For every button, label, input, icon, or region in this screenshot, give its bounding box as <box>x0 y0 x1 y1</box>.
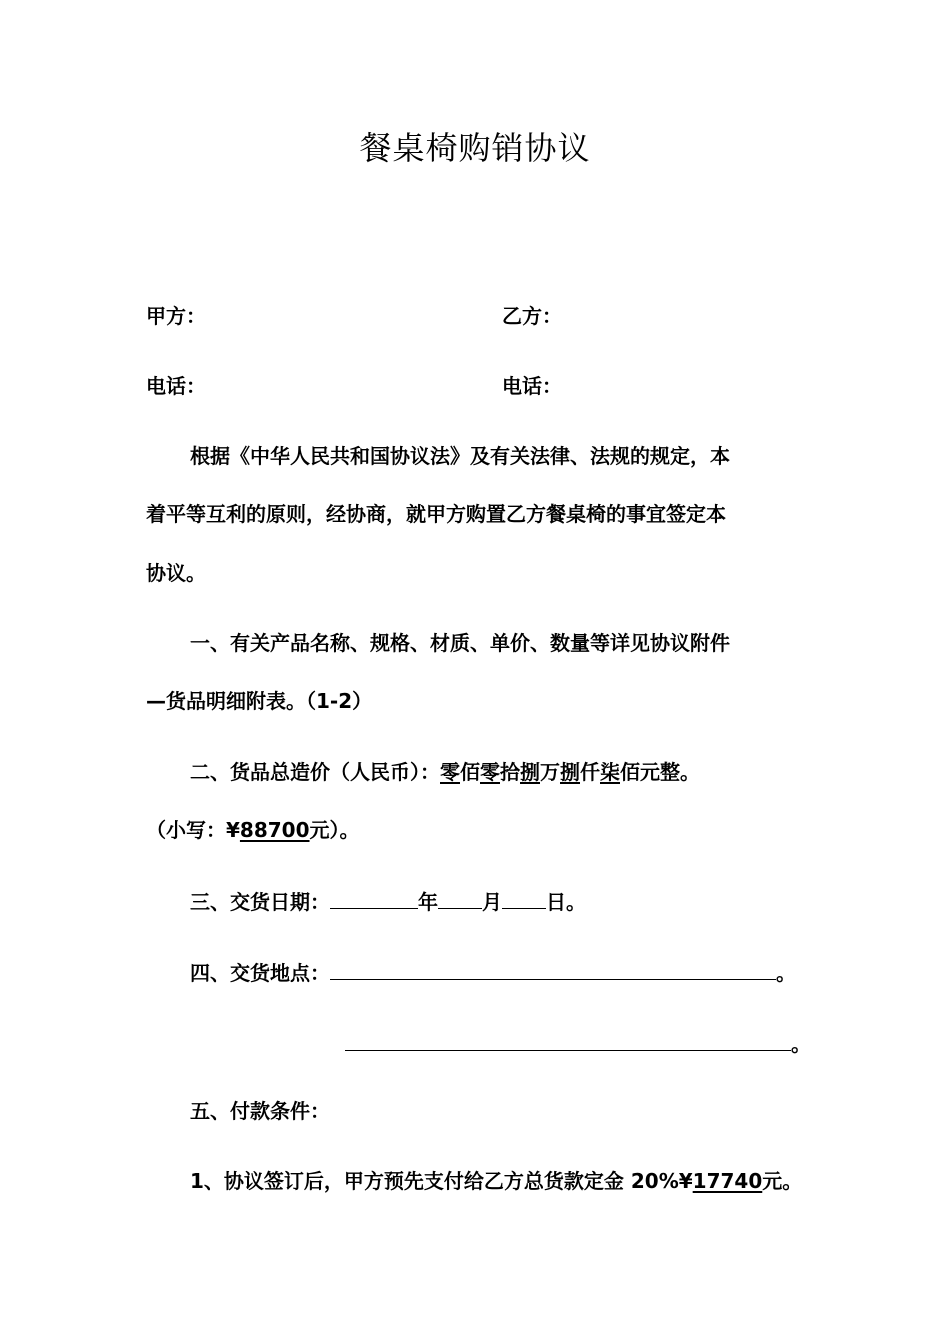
month-blank <box>438 886 482 909</box>
clause-3-delivery-date <box>190 886 586 916</box>
price-word-3: 零 <box>480 760 500 784</box>
clause-5-item-1 <box>190 1167 802 1195</box>
price-word-1: 零 <box>440 760 460 784</box>
clause-5-heading: 五、付款条件： <box>190 1099 330 1123</box>
clause-2-total-price <box>190 758 700 786</box>
delivery-place-blank-2 <box>345 1028 791 1051</box>
small-amount-prefix: （小写：¥ <box>146 818 240 842</box>
party-b-label: 乙方： <box>502 304 562 328</box>
clause-4-second-line <box>345 1028 811 1058</box>
clause-4-delivery-place <box>190 957 796 987</box>
price-word-9: 柒 <box>600 760 620 784</box>
price-word-10: 佰元整。 <box>620 760 700 784</box>
clause-3-prefix: 三、交货日期： <box>190 890 330 914</box>
clause-2-small-amount <box>146 816 360 844</box>
phone-b-label: 电话： <box>502 374 562 398</box>
party-a-label: 甲方： <box>146 304 206 328</box>
preamble-line-2: 着平等互利的原则，经协商，就甲方购置乙方餐桌椅的事宜签定本 <box>146 502 726 526</box>
small-amount-suffix: 元）。 <box>309 818 360 842</box>
year-label: 年 <box>418 890 438 914</box>
preamble-line-1: 根据《中华人民共和国协议法》及有关法律、法规的规定，本 <box>190 444 730 468</box>
phone-a-label: 电话： <box>146 374 206 398</box>
month-label: 月 <box>482 890 502 914</box>
price-word-4: 拾 <box>500 760 520 784</box>
price-word-6: 万 <box>540 760 560 784</box>
document-title: 餐桌椅购销协议 <box>359 129 591 167</box>
delivery-place-end-1: 。 <box>776 961 796 985</box>
small-amount-value: 88700 <box>239 818 310 842</box>
item-1-prefix: 1、协议签订后，甲方预先支付给乙方总货款定金 20%¥ <box>190 1169 693 1193</box>
preamble-line-3: 协议。 <box>146 561 206 585</box>
day-blank <box>502 886 546 909</box>
year-blank <box>330 886 418 909</box>
price-word-8: 仟 <box>580 760 600 784</box>
price-word-7: 捌 <box>560 760 580 784</box>
deposit-amount: 17740 <box>692 1169 763 1193</box>
clause-1-line-1: 一、有关产品名称、规格、材质、单价、数量等详见协议附件 <box>190 631 730 655</box>
price-word-2: 佰 <box>460 760 480 784</box>
item-1-suffix: 元。 <box>762 1169 803 1193</box>
clause-4-prefix: 四、交货地点： <box>190 961 330 985</box>
delivery-place-blank-1 <box>330 957 776 980</box>
delivery-place-end-2: 。 <box>791 1032 811 1056</box>
clause-2-prefix: 二、货品总造价（人民币）： <box>190 760 440 784</box>
day-label: 日。 <box>546 890 586 914</box>
clause-1-line-2: —货品明细附表。（1-2） <box>146 689 373 713</box>
price-word-5: 捌 <box>520 760 540 784</box>
